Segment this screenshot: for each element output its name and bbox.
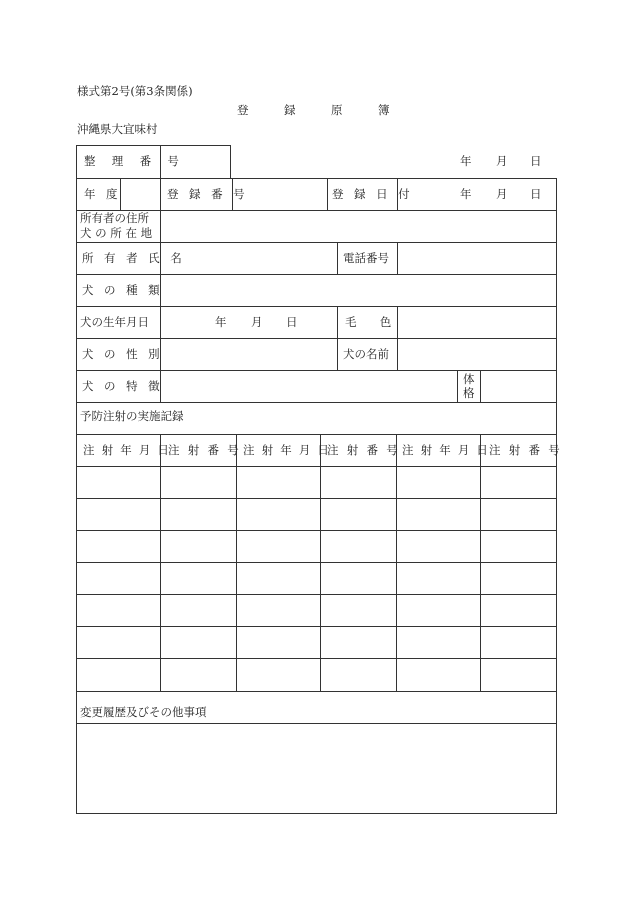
organization-name: 沖縄県大宜味村	[77, 122, 158, 136]
date-day-label: 日	[530, 154, 542, 168]
birth-day-label: 日	[286, 315, 298, 329]
dog-name-label: 犬の名前	[343, 347, 389, 361]
breed-label: 犬 の 種 類	[82, 283, 164, 297]
build-label-top: 体	[463, 372, 475, 386]
table-row	[76, 498, 557, 499]
toroku-bango-label: 登 録 番 号	[167, 187, 249, 201]
seiri-bango-label: 整 理 番 号	[84, 154, 186, 168]
col-header-number-2: 注 射 番 号	[327, 443, 401, 457]
date-year-label: 年	[460, 154, 472, 168]
vaccination-section-title: 予防注射の実施記録	[80, 409, 184, 423]
features-label: 犬 の 特 徴	[82, 379, 164, 393]
col-header-date-3: 注 射 年 月 日	[402, 443, 490, 457]
toroku-hizuke-label: 登 録 日 付	[332, 187, 414, 201]
nendo-label: 年 度	[84, 187, 122, 201]
birth-date-label: 犬の生年月日	[80, 315, 149, 329]
sex-label: 犬 の 性 別	[82, 347, 164, 361]
phone-label: 電話番号	[343, 251, 389, 265]
coat-color-label: 毛 色	[345, 315, 398, 329]
date-month-label: 月	[496, 154, 508, 168]
reg-year-label: 年	[460, 187, 472, 201]
reg-day-label: 日	[530, 187, 542, 201]
table-row	[76, 530, 557, 531]
table-row	[76, 562, 557, 563]
col-header-date-1: 注 射 年 月 日	[83, 443, 171, 457]
table-row	[76, 626, 557, 627]
col-header-number-3: 注 射 番 号	[489, 443, 563, 457]
owner-address-label: 所有者の住所	[80, 211, 149, 225]
changes-section-title: 変更履歴及びその他事項	[80, 705, 207, 719]
col-header-number-1: 注 射 番 号	[168, 443, 242, 457]
build-label-bottom: 格	[463, 386, 475, 400]
table-row	[76, 594, 557, 595]
table-row	[76, 466, 557, 467]
table-row	[76, 658, 557, 659]
col-header-date-2: 注 射 年 月 日	[243, 443, 331, 457]
dog-location-label: 犬 の 所 在 地	[80, 226, 153, 240]
birth-year-label: 年	[215, 315, 227, 329]
form-number: 様式第2号(第3条関係)	[77, 84, 193, 98]
owner-name-label: 所 有 者 氏 名	[82, 251, 186, 265]
reg-month-label: 月	[496, 187, 508, 201]
birth-month-label: 月	[251, 315, 263, 329]
table-row	[76, 691, 557, 692]
